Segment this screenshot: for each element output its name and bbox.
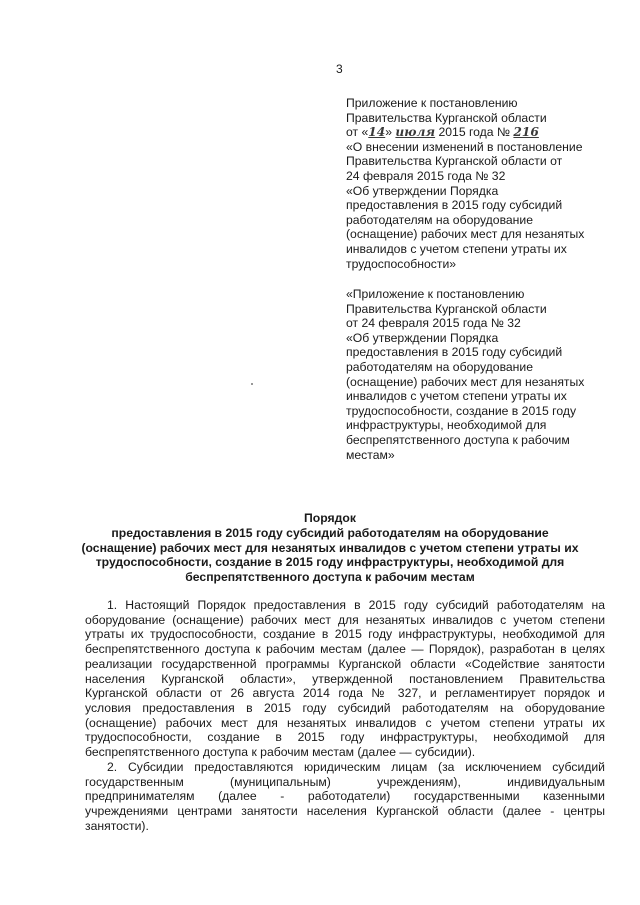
handwritten-month: июля [395, 125, 436, 140]
body-line: 2. Субсидии предоставляются юридическим лицам (за исключением субсидий [107, 760, 605, 774]
appendix-date-line [346, 125, 631, 140]
appendix-line: Правительства Курганской области [346, 301, 547, 316]
appendix-line: трудоспособности, создание в 2015 году [346, 403, 577, 418]
appendix-line: беспрепятственного доступа к рабочим [346, 432, 570, 447]
title-line: предоставления в 2015 году субсидий работодателям на оборудование [111, 525, 549, 540]
body-line: предпринимателям (далее - работодатели) государственными казенными [85, 789, 605, 804]
appendix-line: инвалидов с учетом степени утраты их [346, 241, 567, 256]
title-line: (оснащение) рабочих мест для незанятых инвалидов с учетом степени утраты их [81, 540, 579, 555]
appendix-header [346, 96, 631, 271]
body-line: беспрепятственного доступа к рабочим местам (далее — Порядок), разработан в целях [85, 642, 605, 657]
paragraph-1 [85, 598, 605, 760]
appendix-line: инвалидов с учетом степени утраты их [346, 389, 567, 404]
appendix-line: от 24 февраля 2015 года № 32 [346, 316, 521, 331]
appendix-line: «Приложение к постановлению [346, 287, 525, 301]
body-line: государственным (муниципальным) учреждениям), индивидуальным [85, 774, 605, 789]
appendix-quoted [346, 287, 631, 462]
appendix-line: «Об утверждении Порядка [346, 183, 499, 198]
appendix-line: «Об утверждении Порядка [346, 330, 499, 345]
date-sep: » [385, 125, 396, 140]
appendix-line: работодателям на оборудование [346, 359, 533, 374]
appendix-line: Правительства Курганской области от [346, 154, 563, 169]
document-title [70, 511, 590, 585]
appendix-line: местам» [346, 447, 395, 462]
body-line: (оснащение) рабочих мест для незанятых инвалидов с учетом степени утраты их [85, 715, 605, 730]
appendix-line: предоставления в 2015 году субсидий [346, 345, 563, 360]
appendix-line: Правительства Курганской области [346, 110, 547, 125]
appendix-line: трудоспособности» [346, 256, 457, 271]
date-prefix: от « [346, 125, 369, 140]
scan-speck [251, 383, 253, 385]
handwritten-day: 14 [368, 125, 386, 140]
appendix-line: (оснащение) рабочих мест для незанятых [346, 227, 585, 242]
body-line: 1. Настоящий Порядок предоставления в 2015 году субсидий работодателям на [107, 598, 605, 612]
body-line: Курганской области от 26 августа 2014 года № 327, и регламентирует порядок и [85, 686, 605, 701]
title-line: трудоспособности, создание в 2015 году инфраструктуры, необходимой для [95, 555, 565, 570]
title-heading: Порядок [304, 511, 356, 525]
body-line: трудоспособности, создание в 2015 году инфраструктуры, необходимой для [85, 730, 605, 745]
body-line: утраты их трудоспособности, создание в 2015 году инфраструктуры, необходимой для [85, 627, 605, 642]
appendix-line: предоставления в 2015 году субсидий [346, 198, 563, 213]
paragraph-2 [85, 760, 605, 834]
appendix-line: Приложение к постановлению [346, 96, 518, 110]
body-line: условия предоставления в 2015 году субсидий работодателям на оборудование [85, 700, 605, 715]
body-line: оборудование (оснащение) рабочих мест для незанятых инвалидов с учетом степени [85, 612, 605, 627]
appendix-line: «О внесении изменений в постановление [346, 139, 583, 154]
body-line: учреждениями центрами занятости населения Курганской области (далее - центры [85, 804, 605, 819]
body-line: занятости). [85, 818, 149, 833]
appendix-line: инфраструктуры, необходимой для [346, 418, 547, 433]
date-year: 2015 года № [435, 125, 514, 140]
handwritten-number: 216 [513, 125, 539, 140]
page-number: 3 [336, 62, 343, 76]
body-line: населения Курганской области», утвержденной постановлением Правительства [85, 671, 605, 686]
appendix-line: (оснащение) рабочих мест для незанятых [346, 374, 585, 389]
appendix-line: работодателям на оборудование [346, 212, 533, 227]
title-line: беспрепятственного доступа к рабочим местам [185, 570, 475, 585]
body-line: реализации государственной программы Курганской области «Содействие занятости [85, 656, 605, 671]
body-line: беспрепятственного доступа к рабочим местам (далее — субсидии). [85, 745, 476, 760]
appendix-line: 24 февраля 2015 года № 32 [346, 168, 506, 183]
